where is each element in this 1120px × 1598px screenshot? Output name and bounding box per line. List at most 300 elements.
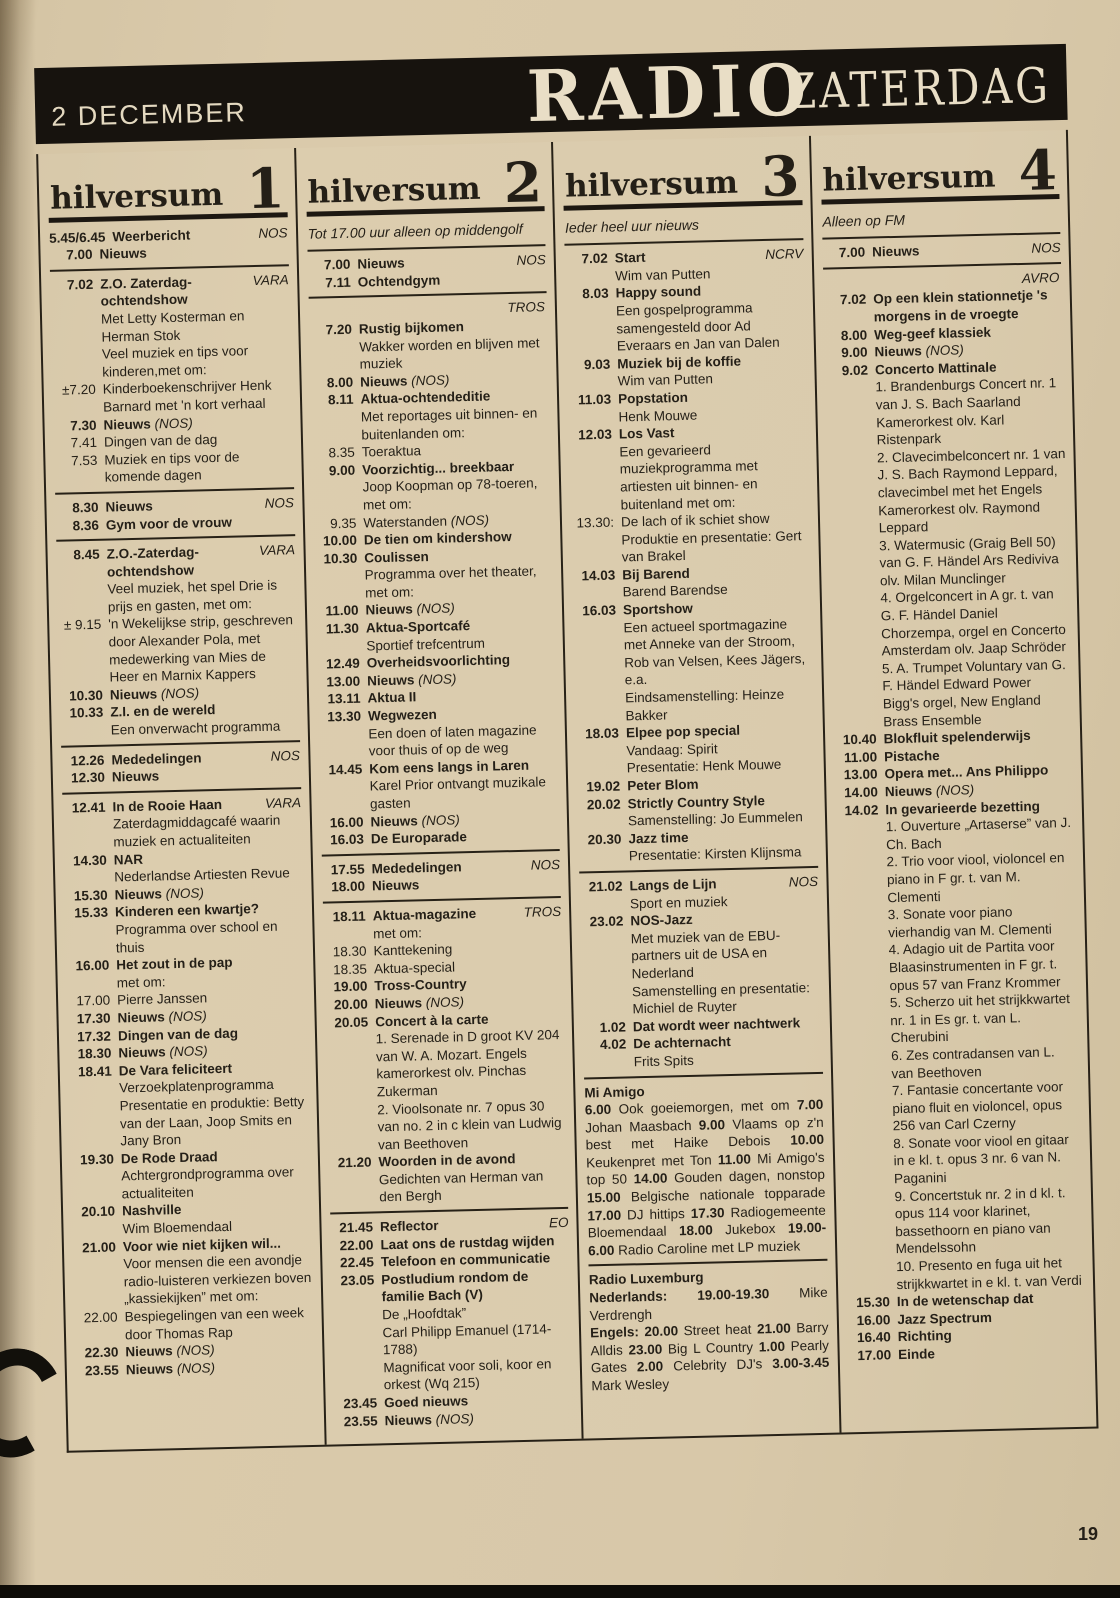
entry-time: 13.11 bbox=[327, 691, 361, 707]
entry-title: Bij Barend bbox=[622, 565, 690, 583]
entry-body bbox=[104, 447, 293, 487]
entry-title: Nieuws bbox=[125, 1343, 173, 1360]
entry-time: 9.00 bbox=[328, 462, 356, 479]
entry-title: Nieuws bbox=[105, 498, 153, 515]
entry-detail: Barend Barendse bbox=[622, 582, 728, 600]
entry-detail: Veel muziek en tips voor kinderen,met om: bbox=[101, 343, 249, 380]
program-entry bbox=[60, 700, 299, 741]
entry-time: 13.30 bbox=[327, 708, 362, 725]
column-header bbox=[562, 140, 802, 210]
program-entry bbox=[573, 597, 814, 726]
entry-time: 22.45 bbox=[339, 1254, 375, 1271]
entry-time: 16.03 bbox=[329, 831, 365, 848]
entry-body bbox=[360, 386, 550, 443]
entry-body bbox=[626, 720, 816, 777]
entry-detail: Veel muziek, het spel Drie is prijs en gasten, met om: bbox=[107, 577, 278, 615]
entry-detail: Een onverwacht programma bbox=[110, 718, 281, 738]
entry-detail: Programma over school en thuis bbox=[115, 918, 278, 956]
entry-title: Woorden in de avond bbox=[378, 1151, 516, 1170]
program-entry bbox=[50, 271, 291, 382]
entry-time: 12.26 bbox=[70, 752, 105, 769]
entry-detail: 3. Sonate voor piano vierhandig van M. Clementi bbox=[887, 904, 1052, 941]
program-entry bbox=[567, 351, 806, 392]
entry-time: 16.03 bbox=[582, 602, 617, 619]
entry-detail: Presentatie en produktie: Betty van der Laan, Joop Smits en Jany Bron bbox=[119, 1093, 305, 1149]
program-entry bbox=[56, 541, 296, 617]
entry-time: 23.02 bbox=[589, 913, 624, 930]
channel-number: 1 bbox=[245, 155, 286, 222]
entry-title: Tross-Country bbox=[374, 976, 467, 994]
entry-title: NOS-Jazz bbox=[630, 912, 693, 929]
entry-body bbox=[369, 756, 559, 813]
entry-title: Nieuws bbox=[99, 245, 147, 262]
entry-time: 11.00 bbox=[843, 749, 878, 766]
entry-detail: Presentatie: Kirsten Klijnsma bbox=[628, 844, 802, 864]
entry-body bbox=[106, 512, 295, 534]
network-label: TROS bbox=[523, 903, 562, 920]
program-entry bbox=[577, 791, 816, 832]
entry-title: Waterstanden bbox=[363, 513, 448, 531]
entry-detail: Wim van Putten bbox=[617, 371, 714, 389]
entry-network-suffix: (NOS) bbox=[172, 1360, 216, 1377]
column bbox=[38, 148, 326, 1451]
entry-detail: 6. Zes contradansen van L. van Beethoven bbox=[890, 1044, 1055, 1081]
program-entry bbox=[583, 1031, 822, 1072]
entry-time: 12.30 bbox=[70, 769, 106, 786]
entry-time: 14.30 bbox=[72, 852, 107, 869]
entry-detail: Joop Koopman op 78-toeren, met om: bbox=[362, 475, 538, 513]
entry-title: Blokfluit spelenderwijs bbox=[883, 728, 1031, 747]
entry-title: Postludium rondom de familie Bach (V) bbox=[381, 1268, 529, 1305]
entry-body bbox=[126, 1357, 315, 1379]
entry-title: Wegwezen bbox=[367, 706, 437, 724]
entry-detail: Programma over het theater, met om: bbox=[364, 563, 537, 601]
entry-detail: De „Hoofdtak” bbox=[381, 1305, 467, 1323]
separator-rule bbox=[307, 244, 545, 252]
entry-title: Ochtendgym bbox=[357, 272, 441, 290]
program-entry bbox=[312, 457, 552, 515]
column-header bbox=[820, 134, 1060, 204]
broadcast-note: Ieder heel uur nieuws bbox=[564, 216, 700, 236]
entry-body bbox=[108, 612, 298, 687]
entry-title: Overheidsvoorlichting bbox=[366, 652, 511, 671]
entry-title: Voor wie niet kijken wil... bbox=[122, 1235, 282, 1255]
entry-detail: 1. Serenade in D groot KV 204 van W. A. Mozart. Engels kamerorkest olv. Pinchas Zukerman bbox=[375, 1027, 560, 1100]
entry-body bbox=[627, 791, 816, 831]
separator-rule bbox=[61, 740, 299, 748]
separator-rule bbox=[50, 264, 288, 272]
entry-time: ±7.20 bbox=[61, 382, 96, 398]
station-section-text: Engels: 20.00 Street heat 21.00 Barry Alldis 23.00 Big L Country 1.00 Pearly Gates 2.00 Celebrity DJ's 3.00-3.45 Mark Wesley bbox=[589, 1320, 830, 1394]
entry-title: De Rode Draad bbox=[120, 1148, 218, 1167]
entry-network-suffix: (NOS) bbox=[161, 885, 205, 902]
entry-time: 7.20 bbox=[325, 321, 353, 338]
separator-rule bbox=[322, 896, 560, 904]
entry-title: Nieuws bbox=[374, 995, 423, 1012]
entry-body bbox=[875, 357, 1072, 731]
network-label: AVRO bbox=[1021, 269, 1060, 286]
entry-title: Z.O. Zaterdag-ochtendshow bbox=[100, 274, 192, 310]
day-title: ZATERDAG bbox=[787, 57, 1052, 120]
entry-title: Weerbericht bbox=[112, 227, 191, 244]
entry-body bbox=[115, 899, 305, 956]
network-label: NOS bbox=[1031, 240, 1061, 256]
entry-time: 15.33 bbox=[74, 905, 109, 921]
entry-title: Goed nieuws bbox=[384, 1393, 469, 1411]
separator-rule bbox=[822, 232, 1060, 240]
entry-title: Pierre Janssen bbox=[116, 990, 208, 1008]
entry-body bbox=[371, 826, 560, 848]
station-name: hilversum bbox=[822, 158, 996, 199]
entry-network-suffix: (NOS) bbox=[921, 342, 964, 359]
program-entry bbox=[71, 1146, 311, 1204]
entry-title: Nashville bbox=[121, 1202, 182, 1219]
entry-title: Gym voor de vrouw bbox=[105, 514, 233, 533]
entry-title: In gevarieerde bezetting bbox=[885, 798, 1041, 817]
entry-body bbox=[373, 903, 562, 943]
entry-time: 17.55 bbox=[330, 861, 365, 878]
entry-title: Laat ons de rustdag wijden bbox=[380, 1232, 555, 1252]
entry-body bbox=[630, 908, 821, 1018]
entry-title: Pistache bbox=[883, 747, 940, 765]
entry-title: Rustig bijkomen bbox=[358, 319, 465, 337]
entry-detail: Karel Prior ontvangt muzikale gasten bbox=[369, 774, 547, 812]
network-label: NOS bbox=[258, 224, 288, 241]
entry-title: Muziek en tips voor de komende dagen bbox=[104, 449, 240, 485]
entry-time: 7.53 bbox=[70, 452, 98, 469]
entry-title: Kinderen een kwartje? bbox=[114, 901, 260, 920]
program-entry bbox=[569, 421, 810, 515]
network-label: NOS bbox=[788, 873, 819, 890]
network-label: NOS bbox=[264, 495, 295, 511]
channel-number: 2 bbox=[502, 149, 543, 216]
entry-time: 20.00 bbox=[333, 996, 368, 1013]
entry-body bbox=[116, 952, 305, 992]
entry-time: 5.45/6.45 bbox=[48, 229, 106, 246]
program-entry bbox=[822, 239, 1061, 262]
entry-title: Start bbox=[614, 249, 646, 266]
entry-network-suffix: (NOS) bbox=[164, 1008, 207, 1025]
entry-time: 10.33 bbox=[69, 705, 104, 721]
broadcast-note: Tot 17.00 uur alleen op middengolf bbox=[307, 220, 523, 242]
entry-time: 10.30 bbox=[323, 550, 358, 567]
entry-time: 12.03 bbox=[577, 426, 613, 443]
entry-body bbox=[364, 545, 554, 602]
entry-title: Nieuws bbox=[109, 686, 158, 703]
entry-detail: Carl Philipp Emanuel (1714-1788) bbox=[382, 1320, 552, 1358]
entry-title: Dat wordt weer nachtwerk bbox=[632, 1015, 801, 1035]
entry-time: 16.00 bbox=[329, 814, 364, 830]
entry-detail: Een actueel sportmagazine met Anneke van der Stroom, Rob van Velsen, Kees Jägers, e.a. bbox=[623, 616, 806, 688]
program-entry bbox=[69, 1058, 310, 1152]
entry-time: 17.32 bbox=[76, 1028, 112, 1044]
entry-time: 8.36 bbox=[72, 517, 100, 533]
entry-title: Kanttekening bbox=[373, 941, 453, 959]
separator-rule bbox=[588, 1259, 826, 1267]
entry-detail: Samenstelling en presentatie: Michiel de Ruyter bbox=[631, 979, 811, 1017]
program-entry bbox=[73, 1234, 313, 1310]
entry-detail: Een doen of laten magazine voor thuis of op de weg bbox=[368, 722, 537, 759]
entry-title: Nieuws bbox=[359, 373, 408, 390]
entry-title: In de wetenschap dat bbox=[896, 1291, 1034, 1310]
entry-detail: Frits Spits bbox=[633, 1052, 694, 1070]
program-entry bbox=[823, 286, 1062, 327]
entry-title: Mededelingen bbox=[111, 750, 202, 768]
entry-title: Aktua-magazine bbox=[372, 905, 477, 924]
entry-time: 12.49 bbox=[325, 655, 360, 672]
radio-guide-page bbox=[34, 44, 1098, 1453]
entry-detail: Achtergrondprogramma over actualiteiten bbox=[121, 1164, 294, 1202]
entry-time: 8.00 bbox=[326, 374, 354, 391]
channel-number: 4 bbox=[1017, 137, 1058, 203]
entry-time: 19.02 bbox=[586, 778, 621, 795]
separator-rule bbox=[584, 1071, 822, 1079]
separator-rule bbox=[823, 262, 1061, 270]
entry-time: 21.02 bbox=[588, 878, 623, 895]
entry-detail: Sportief trefcentrum bbox=[366, 635, 486, 654]
entry-title: Dingen van de dag bbox=[103, 432, 218, 450]
program-entry bbox=[64, 847, 303, 888]
entry-body bbox=[114, 847, 303, 887]
entry-detail: 2. Trio voor viool, violoncel en piano in F gr. t. van M. Clementi bbox=[886, 850, 1065, 905]
entry-time: ± 9.15 bbox=[63, 617, 102, 634]
entry-network-suffix: (NOS) bbox=[407, 372, 450, 389]
entry-time: 22.00 bbox=[339, 1237, 374, 1253]
entry-detail: 4. Orgelconcert in A gr. t. van G. F. Händel Daniel Chorzempa, orgel en Concerto Amsterdam olv. Jaap Schröder bbox=[880, 586, 1067, 659]
entry-title: Nieuws bbox=[114, 886, 163, 903]
entry-body bbox=[366, 615, 555, 655]
entry-time: 17.00 bbox=[76, 992, 111, 1009]
entry-time: 16.00 bbox=[856, 1312, 891, 1328]
entry-detail: 1. Brandenburgs Concert nr. 1 van J. S. Bach Saarland Kamerorkest olv. Karl Ristenpark bbox=[875, 375, 1057, 448]
entry-detail: Voor mensen die een avondje radio-luisteren verkiezen boven „kassiekijken” met om: bbox=[123, 1252, 312, 1307]
entry-detail: 10. Presento en fuga uit het strijkkwartet in e kl. t. van Verdi bbox=[895, 1255, 1082, 1292]
entry-time: 23.05 bbox=[340, 1272, 375, 1289]
entry-time: 16.40 bbox=[856, 1329, 891, 1346]
separator-rule bbox=[62, 787, 300, 795]
entry-time: 20.05 bbox=[334, 1014, 369, 1030]
entry-time: 11.30 bbox=[325, 620, 360, 637]
entry-title: Nieuws bbox=[118, 1044, 166, 1061]
entry-detail: Samenstelling: Jo Eummelen bbox=[627, 809, 804, 829]
entry-time: 9.35 bbox=[329, 515, 357, 531]
station-section-text: 6.00 Ook goeiemorgen, met om 7.00 Johan Maasbach 9.00 Vlaams op z'n best met Haike Debois 10.00 Keukenpret met Ton 11.00 Mi Amigo's top 50 14.00 Gouden dagen, nonstop 15.00 Belgische nationale topparade 17.00 DJ hittips 17.30 Radiogemeente Bloemendaal 18.00 Jukebox 19.00-6.00 Radio Caroline met LP muziek bbox=[584, 1096, 827, 1259]
entry-time: 17.30 bbox=[76, 1010, 111, 1027]
entry-detail: Presentatie: Henk Mouwe bbox=[626, 757, 782, 776]
entry-time: 18.35 bbox=[332, 961, 368, 978]
entry-detail: 4. Adagio uit de Partita voor Blaasinstrumenten in F gr. t. opus 57 van Franz Krommer bbox=[888, 938, 1061, 993]
channel-number: 3 bbox=[760, 143, 801, 210]
column-listings bbox=[49, 224, 315, 1380]
entry-title: De lach of ik schiet show bbox=[620, 511, 770, 530]
entry-network-suffix: (NOS) bbox=[165, 1043, 208, 1060]
entry-time: 7.00 bbox=[838, 244, 866, 261]
issue-date: 2 DECEMBER bbox=[50, 97, 248, 132]
entry-time: 21.00 bbox=[81, 1239, 117, 1256]
entry-body bbox=[100, 271, 291, 381]
entry-title: Bespiegelingen van een week door Thomas Rap bbox=[124, 1305, 305, 1342]
entry-detail: Wim van Putten bbox=[615, 266, 711, 284]
entry-time: 7.00 bbox=[323, 256, 351, 273]
entry-time: 8.00 bbox=[840, 327, 868, 343]
entry-network-suffix: (NOS) bbox=[412, 600, 455, 617]
program-entry bbox=[565, 245, 804, 286]
entry-title: Aktua-ochtendeditie bbox=[360, 388, 491, 407]
entry-body bbox=[121, 1146, 311, 1203]
entry-body bbox=[621, 509, 811, 566]
entry-detail: 7. Fantasie concertante voor piano fluit en violoncel, opus 256 van Carl Czerny bbox=[891, 1079, 1064, 1134]
entry-time: 7.02 bbox=[66, 276, 94, 293]
entry-detail: Wakker worden en blijven met muziek bbox=[359, 334, 540, 372]
entry-title: Elpee pop special bbox=[625, 722, 741, 741]
entry-time: 9.02 bbox=[841, 362, 869, 378]
entry-title: Dingen van de dag bbox=[117, 1025, 239, 1043]
program-entry bbox=[72, 1198, 311, 1239]
separator-rule bbox=[564, 238, 802, 246]
entry-time: 14.45 bbox=[328, 761, 363, 778]
entry-title: Aktua II bbox=[367, 689, 417, 706]
entry-time: 11.00 bbox=[325, 603, 359, 619]
program-entry bbox=[565, 280, 805, 356]
entry-time: 1.02 bbox=[599, 1019, 627, 1035]
entry-body bbox=[622, 562, 811, 602]
entry-detail: met om: bbox=[116, 974, 166, 991]
entry-body bbox=[124, 1304, 313, 1344]
entry-detail: Henk Mouwe bbox=[618, 407, 698, 425]
entry-time: 16.00 bbox=[75, 957, 110, 974]
entry-detail: 2. Clavecimbelconcert nr. 1 van J. S. Bach Raymond Leppard, clavecimbel met het Engels Kamerorkest olv. Raymond Leppard bbox=[876, 445, 1066, 536]
station-name: hilversum bbox=[307, 170, 481, 211]
entry-network-suffix: (NOS) bbox=[157, 685, 200, 702]
entry-title: Telefoon en communicatie bbox=[380, 1250, 551, 1270]
entry-network-suffix: (NOS) bbox=[172, 1342, 215, 1359]
entry-title: Sportshow bbox=[622, 600, 693, 618]
network-label: EO bbox=[548, 1214, 569, 1231]
entry-time: 21.20 bbox=[337, 1154, 372, 1171]
program-entry bbox=[571, 509, 811, 567]
entry-detail: 2. Vioolsonate nr. 7 opus 30 van no. 2 in c klein van Ludwig van Beethoven bbox=[377, 1097, 562, 1153]
entry-detail: Een gevarieerd muziekprogramma met artiesten uit binnen- en buitenland met om: bbox=[619, 442, 758, 512]
entry-time: 7.02 bbox=[581, 250, 608, 267]
entry-body bbox=[112, 764, 301, 786]
entry-network-suffix: (NOS) bbox=[414, 671, 457, 688]
entry-title: Opera met... Ans Philippo bbox=[884, 762, 1049, 782]
program-entry bbox=[572, 562, 811, 603]
entry-title: NAR bbox=[113, 851, 144, 868]
entry-title: Concerto Mattinale bbox=[874, 359, 997, 378]
entry-body bbox=[885, 796, 1085, 1293]
program-entry bbox=[331, 1267, 572, 1396]
entry-body bbox=[99, 241, 288, 263]
entry-body bbox=[362, 457, 552, 514]
entry-title: Concert à la carte bbox=[375, 1011, 489, 1029]
entry-time: 7.00 bbox=[66, 247, 93, 263]
entry-title: Aktua-special bbox=[373, 959, 456, 977]
entry-body bbox=[358, 269, 547, 291]
entry-title: Nieuws bbox=[872, 243, 920, 260]
program-entry bbox=[568, 386, 807, 427]
entry-body bbox=[623, 597, 814, 725]
entry-body bbox=[381, 1267, 572, 1395]
station-section-text: Nederlands: 19.00-19.30 Mike Verdrengh bbox=[589, 1284, 828, 1324]
entry-detail: Nederlandse Artiesten Revue bbox=[114, 865, 290, 885]
program-entry bbox=[319, 756, 559, 814]
entry-body bbox=[103, 377, 292, 417]
entry-time: 23.45 bbox=[343, 1395, 378, 1412]
entry-time: 8.45 bbox=[73, 546, 100, 563]
entry-title: Toeraktua bbox=[361, 443, 422, 460]
network-label: NOS bbox=[270, 747, 301, 764]
entry-title: Z.O.-Zaterdag-ochtendshow bbox=[106, 544, 200, 580]
program-entry bbox=[309, 316, 549, 374]
entry-time: 11.03 bbox=[577, 391, 612, 408]
entry-time: 20.02 bbox=[586, 796, 621, 812]
entry-time: 18.30 bbox=[332, 943, 367, 960]
entry-time: 10.00 bbox=[322, 532, 358, 549]
magazine-brand: RADIO bbox=[525, 48, 813, 139]
entry-time: 10.40 bbox=[842, 731, 877, 748]
network-label: VARA bbox=[264, 794, 302, 811]
entry-detail: 3. Watermusic (Graig Bell 50) van G. F. Händel Ars Rediviva olv. Milan Munclinger bbox=[878, 533, 1060, 589]
entry-body bbox=[617, 351, 806, 391]
station-name: hilversum bbox=[564, 164, 739, 205]
entry-body bbox=[123, 1234, 313, 1309]
entry-detail: 1. Ouverture „Artaserse” van J. Ch. Bach bbox=[885, 815, 1072, 853]
entry-title: Nieuws bbox=[117, 1009, 165, 1026]
entry-title: Popstation bbox=[617, 389, 689, 407]
program-entry bbox=[576, 720, 816, 778]
entry-time: 4.02 bbox=[599, 1036, 627, 1053]
entry-detail: 5. Scherzo uit het strijkkwartet nr. 1 in Es gr. t. van L. Cherubini bbox=[889, 991, 1071, 1046]
page-number: 19 bbox=[1077, 1524, 1098, 1544]
entry-time: 15.30 bbox=[855, 1294, 891, 1311]
column-listings bbox=[564, 212, 830, 1395]
network-label: VARA bbox=[258, 542, 296, 559]
entry-detail: Met Letty Kosterman en Herman Stok bbox=[100, 308, 245, 345]
entry-time: 22.30 bbox=[84, 1344, 119, 1361]
entry-title: Strictly Country Style bbox=[627, 792, 766, 811]
network-label: NOS bbox=[516, 252, 546, 269]
entry-time: 14.02 bbox=[844, 802, 879, 818]
station-name: hilversum bbox=[49, 176, 224, 217]
entry-body bbox=[368, 703, 558, 760]
entry-detail: 5. A. Trumpet Voluntary van G. F. Händel Edward Power Bigg's orgel, New England Brass Ensemble bbox=[881, 656, 1067, 729]
entry-title: Einde bbox=[898, 1346, 936, 1363]
entry-time: 7.11 bbox=[325, 274, 351, 291]
entry-time: 19.30 bbox=[79, 1151, 115, 1168]
program-entry bbox=[53, 377, 292, 418]
entry-time: 13.00 bbox=[843, 766, 878, 783]
program-entry bbox=[74, 1304, 313, 1345]
separator-rule bbox=[55, 487, 293, 495]
column bbox=[553, 136, 841, 1439]
column-header bbox=[305, 146, 545, 216]
entry-title: Nieuws bbox=[371, 877, 420, 894]
entry-title: De tien om kindershow bbox=[363, 529, 512, 548]
entry-network-suffix: (NOS) bbox=[150, 415, 193, 432]
entry-time: 7.41 bbox=[70, 434, 98, 451]
entry-detail: Zaterdagmiddagcafé waarin muziek en actualiteiten bbox=[112, 812, 281, 850]
entry-title: Peter Blom bbox=[627, 776, 699, 794]
entry-body bbox=[619, 421, 810, 513]
entry-title: Nieuws bbox=[874, 343, 922, 360]
entry-time: 7.30 bbox=[70, 417, 97, 433]
entry-title: Z.I. en de wereld bbox=[110, 702, 216, 720]
entry-time: 9.00 bbox=[841, 344, 868, 361]
program-entry bbox=[318, 703, 558, 761]
program-entry bbox=[54, 447, 293, 488]
entry-time: 18.30 bbox=[77, 1045, 112, 1062]
